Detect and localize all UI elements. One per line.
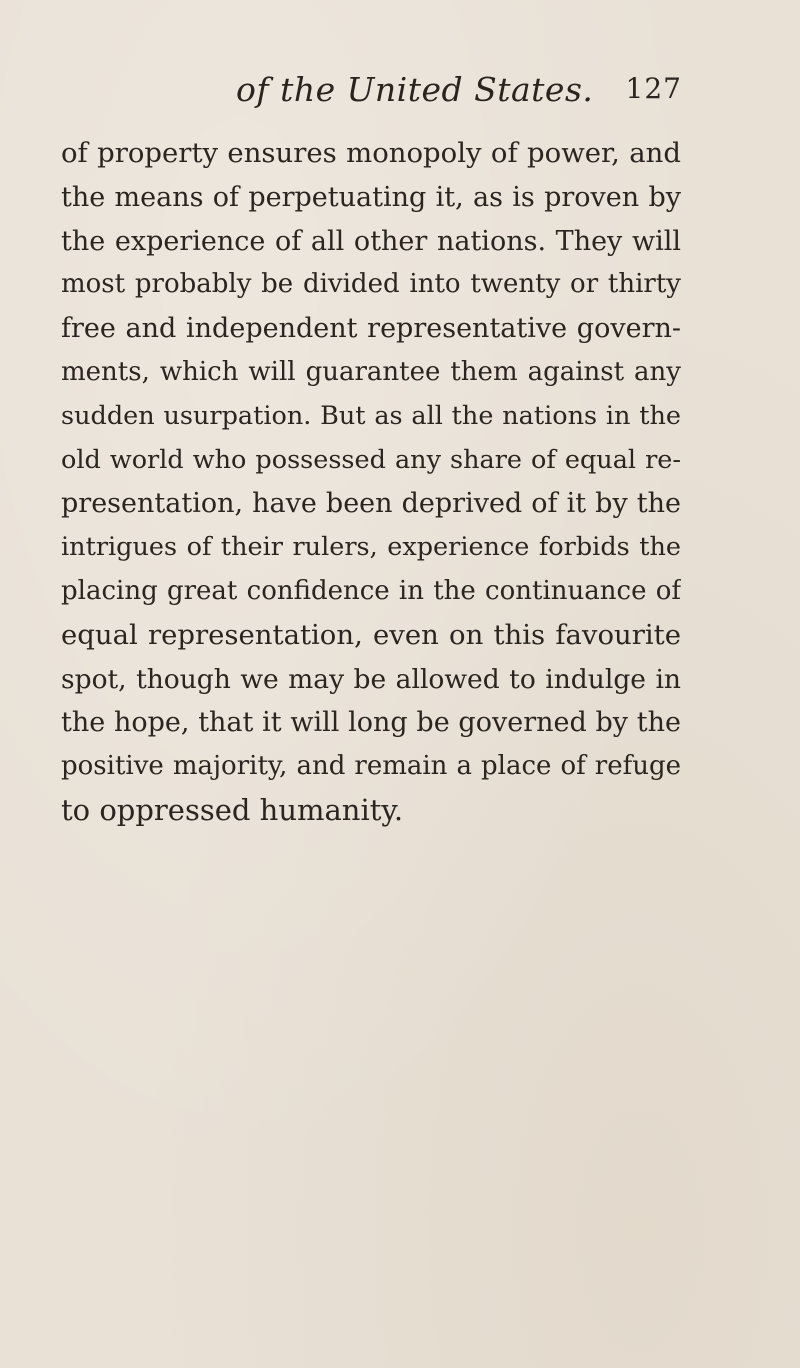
text-line: the experience of all other nations. They will (61, 225, 681, 257)
text-line: ments, which will guarantee them against any (61, 356, 681, 387)
text-line: sudden usurpation. But as all the nations in the (61, 400, 681, 431)
body-paragraph (61, 132, 681, 833)
text-line: spot, though we may be allowed to indulge in (61, 663, 681, 695)
text-line: positive majority, and remain a place of refuge (61, 751, 681, 782)
text-line: equal representation, even on this favourite (61, 618, 681, 651)
text-line: intrigues of their rulers, experience forbids the (61, 532, 681, 563)
text-line: old world who possessed any share of equal re- (61, 444, 681, 475)
text-line: presentation, have been deprived of it by the (61, 488, 681, 520)
text-line: most probably be divided into twenty or thirty (61, 269, 681, 300)
text-line: to oppressed humanity. (61, 792, 404, 827)
running-title: of the United States. (236, 70, 594, 109)
running-head (236, 70, 686, 120)
text-line: free and independent representative govern- (61, 313, 681, 345)
text-line: the hope, that it will long be governed by the (61, 707, 681, 739)
text-line: of property ensures monopoly of power, and (61, 137, 681, 169)
text-line: the means of perpetuating it, as is proven by (61, 181, 681, 213)
text-line: placing great confidence in the continuance of (61, 575, 681, 606)
page-number: 127 (625, 72, 682, 105)
